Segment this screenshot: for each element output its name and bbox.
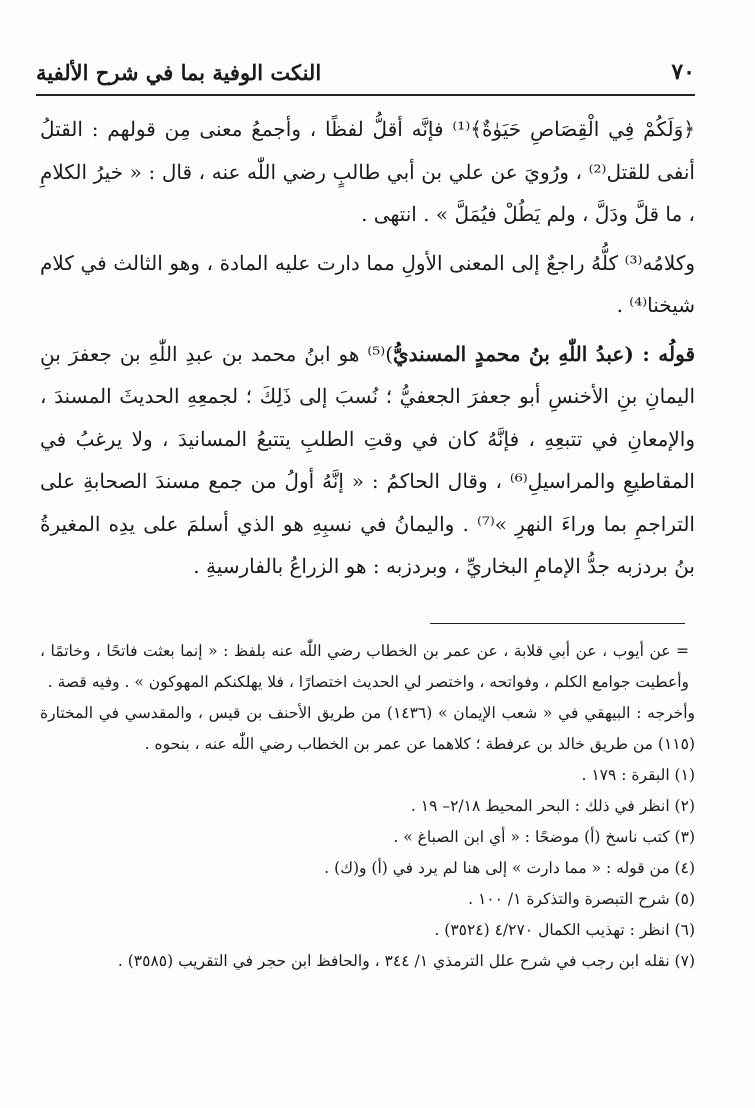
footnote-5: (٥) شرح التبصرة والتذكرة ١/ ١٠٠ .	[468, 890, 695, 908]
paragraph-quran-citation: ﴿وَلَكُمْ فِي الْقِصَاصِ حَيَوٰةٌ﴾⁽¹⁾ فإنَّه أقلُّ لفظًا ، وأجمعُ معنى مِن قولهم : القتلُ أنفى للقتل⁽²⁾ ، ورُويَ عن علي بن أبي طالبٍ رضي اللّٰه عنه ، قال : « خيرُ الكلامِ ، ما قلَّ ودَلَّ ، ولم يَطُلْ فيُمَلَّ » . انتهى .	[40, 117, 695, 226]
footnote-rule	[430, 623, 685, 624]
footnote-4: (٤) من قوله : « مما دارت » إلى هنا لم يرد في (أ) و(ك) .	[324, 859, 695, 877]
footnote-takhrij: وأخرجه : البيهقي في « شعب الإيمان » (١٤٣٦) من طريق الأحنف بن قيس ، والمقدسي في المختارة (١١٥) من طريق خالد بن عرفطة ؛ كلاهما عن عمر بن الخطاب رضي اللّٰه عنه ، بنحوه .	[40, 704, 695, 753]
running-header	[36, 52, 695, 92]
footnote-2: (٢) انظر في ذلك : البحر المحيط ٢/١٨– ١٩ .	[410, 797, 695, 815]
footnote-continuation: = عن أيوب ، عن أبي قلابة ، عن عمر بن الخطاب رضي اللّٰه عنه بلفظ : « إنما بعثت فاتحًا ، وخاتمًا ، وأعطيت جوامع الكلم ، وفواتحه ، واختصر لي الحديث اختصارًا ، فلا يهلكنكم المهوكون » . وفيه قصة .	[40, 642, 689, 691]
lemma-commentary: )⁽⁵⁾ هو ابنُ محمد بن عبدِ اللّٰهِ بن جعفرَ بنِ اليمانِ بنِ الأخنسِ أبو جعفرَ الجعفيُّ ؛ نُسبَ إلى ذَلِكَ ؛ لجمعِهِ الحديثَ المسندَ ، والإمعانِ في تتبعِهِ ، فإنَّهُ كان في وقتِ الطلبِ يتتبعُ المسانيدَ ، ولا يرغبُ في المقاطيعِ والمراسيلِ⁽⁶⁾ ، وقال الحاكمُ : « إنَّهُ أولُ من جمع مسندَ الصحابةِ على التراجمِ بما وراءَ النهرِ »⁽⁷⁾ . واليمانُ في نسبِهِ هو الذي أسلمَ على يدِه المغيرةُ بنُ بردزبه جدُّ الإمامِ البخاريِّ ، وبردزبه : هو الزراعُ بالفارسيةِ .	[40, 341, 695, 578]
footnotes	[40, 636, 695, 977]
header-rule	[36, 94, 695, 96]
book-title: النكت الوفية بما في شرح الألفية	[36, 59, 322, 85]
footnote-6: (٦) انظر : تهذيب الكمال ٤/٢٧٠ (٣٥٢٤) .	[434, 921, 695, 939]
page-number: ٧٠	[671, 59, 695, 85]
lemma-intro: قولُه : (	[624, 341, 695, 366]
footnote-7: (٧) نقله ابن رجب في شرح علل الترمذي ١/ ٣٤٤ ، والحافظ ابن حجر في التقريب (٣٥٨٥) .	[117, 952, 695, 970]
footnote-3: (٣) كتب ناسخ (أ) موضحًا : « أي ابن الصباغ » .	[393, 828, 695, 846]
footnote-1: (١) البقرة : ١٧٩ .	[581, 766, 695, 784]
lemma-name: عبدُ اللّٰهِ بنُ محمدٍ المسنديُّ	[393, 341, 625, 366]
paragraph-musnadi	[40, 333, 695, 588]
main-text	[40, 108, 695, 594]
paragraph-summary: وكلامُه⁽³⁾ كلُّهُ راجعٌ إلى المعنى الأولِ مما دارت عليه المادة ، وهو الثالث في كلام شيخنا⁽⁴⁾ .	[40, 250, 695, 317]
